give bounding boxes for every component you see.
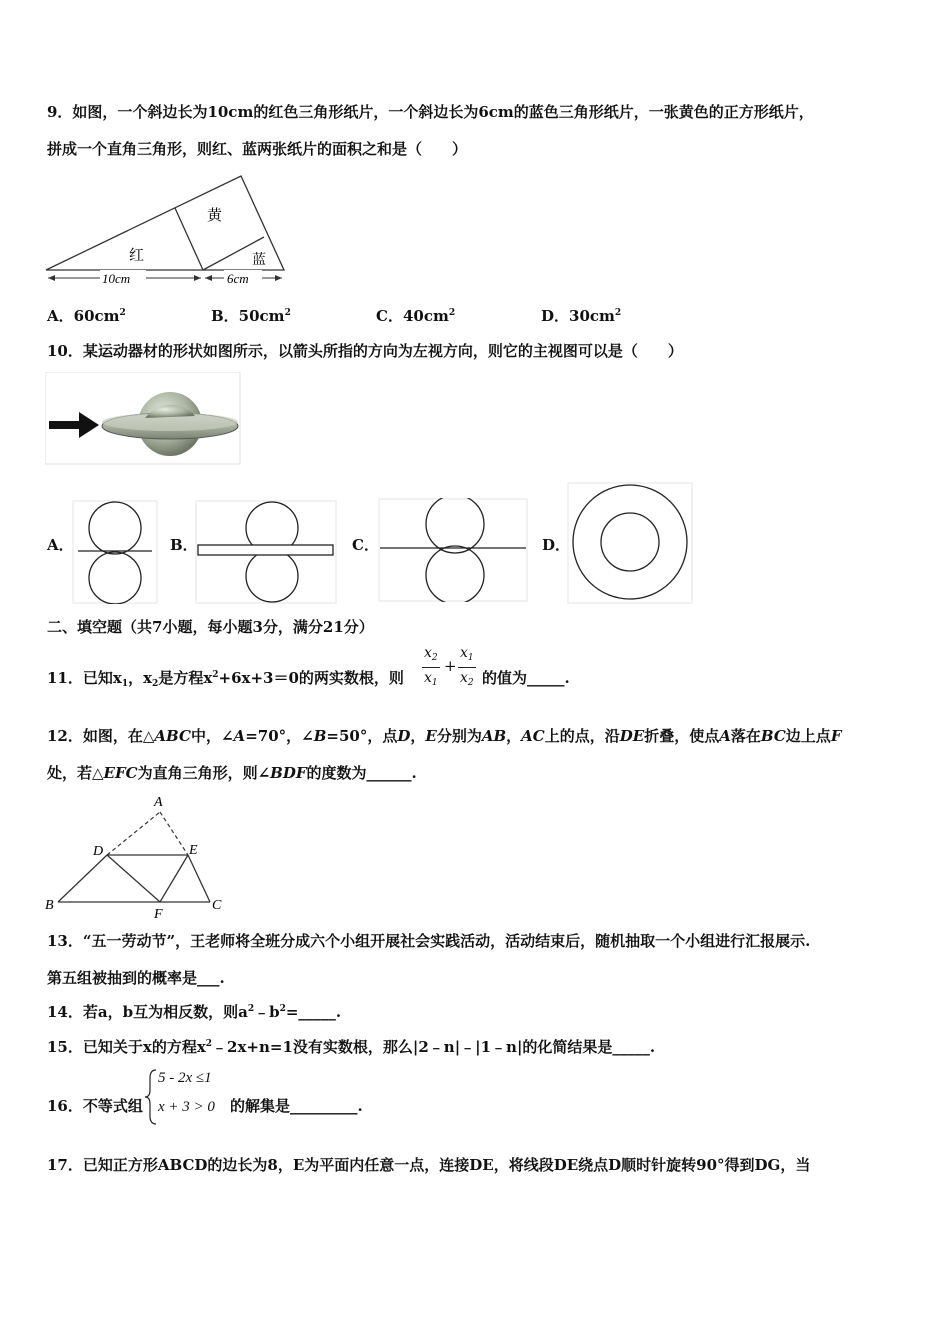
q10-option-c-label: C． <box>352 536 379 554</box>
q9-dim-arrow-2l <box>205 275 212 281</box>
q11-tail: 的值为_____. <box>482 669 570 687</box>
q10-option-a-figure <box>72 500 158 604</box>
q12-line1: 12．如图，在△ABC中，∠A=70°，∠B=50°，点D，E分别为AB，AC上的点，沿DE折叠，使点A落在BC边上点F <box>47 727 842 745</box>
q16-post: 的解集是_________. <box>230 1097 363 1115</box>
q9-option-a: A．$60cm^2$ <box>47 307 126 325</box>
q14-line: 14．若a，b互为相反数，则$a^2﹣b^2=\_\_\_\_\_$. <box>47 1003 342 1021</box>
q9-big-triangle <box>46 176 284 270</box>
q12-segment-EF <box>160 855 188 902</box>
q12-side-DA <box>107 812 160 855</box>
q9-label-blue: 蓝 <box>252 253 266 268</box>
q11-frac1-numerator: $x_2$ <box>424 645 438 663</box>
q9-square-left <box>175 208 203 270</box>
q12-segment-DF <box>107 855 160 902</box>
q11-frac2-denominator: $x_2$ <box>460 670 474 688</box>
q9-option-b: B．$50cm^2$ <box>211 307 291 325</box>
q10-option-d-figure <box>567 482 693 604</box>
q9-line1: 9．如图，一个斜边长为10cm的红色三角形纸片，一个斜边长为6cm的蓝色三角形纸片，一张黄色的正方形纸片， <box>47 103 814 121</box>
q13-line1: 13．“五一劳动节”，王老师将全班分成六个小组开展社会实践活动，活动结束后，随机抽取一个小组进行汇报展示. <box>47 932 811 950</box>
q12-side-AE <box>160 812 188 855</box>
q16-brace <box>144 1068 158 1126</box>
q17-line1: 17．已知正方形ABCD的边长为8，E为平面内任意一点，连接DE，将线段DE绕点D顺时针旋转90°得到DG，当 <box>47 1156 811 1174</box>
q10-option-a-label: A． <box>47 536 74 554</box>
q16-inequality-2: x + 3 > 0 <box>158 1099 215 1115</box>
q16-pre: 16．不等式组 <box>47 1097 143 1115</box>
q9-label-red: 红 <box>129 248 145 264</box>
q11-line: 11．已知$x_1$，$x_2$是方程$x^2+6x+3=0$的两实数根，则 <box>47 669 404 689</box>
section2-title: 二、填空题（共7小题，每小题3分，满分21分） <box>47 618 374 636</box>
q9-label-6cm: 6cm <box>227 271 249 286</box>
q13-line2: 第五组被抽到的概率是___. <box>47 969 225 987</box>
q15-line: 15．已知关于x的方程$x^2﹣2x+n=1$没有实数根，那么|2﹣n|﹣|1﹣n|的化简结果是_____. <box>47 1038 656 1056</box>
q11-fraction-expression <box>420 645 480 693</box>
q12-label-A: A <box>154 795 163 810</box>
q9-figure <box>44 172 288 290</box>
q9-option-c: C．$40cm^2$ <box>376 307 456 325</box>
q16-inequality-1: 5 - 2x ≤1 <box>158 1070 212 1086</box>
q9-label-10cm: 10cm <box>102 271 131 286</box>
q10-option-b-label: B． <box>170 536 198 554</box>
q10-option-c-figure <box>378 498 528 602</box>
q12-side-BD <box>58 855 107 902</box>
q11-frac2-numerator: $x_1$ <box>460 645 474 663</box>
q10-line1: 10．某运动器材的形状如图所示，以箭头所指的方向为左视方向，则它的主视图可以是（ ） <box>47 342 683 360</box>
q12-label-C: C <box>212 898 222 913</box>
q9-dim-arrow-1l <box>48 275 55 281</box>
q11-frac1-denominator: $x_1$ <box>424 670 438 688</box>
q12-label-F: F <box>154 907 163 922</box>
q10-option-d-label: D． <box>542 536 571 554</box>
q9-option-d: D．$30cm^2$ <box>541 307 622 325</box>
q10-object-figure <box>45 372 241 466</box>
q12-line2: 处，若△EFC为直角三角形，则∠BDF的度数为______. <box>47 764 417 782</box>
q9-dim-arrow-1r <box>194 275 201 281</box>
q10-arrow-head <box>79 412 99 438</box>
q9-dim-arrow-2r <box>275 275 282 281</box>
q9-line2: 拼成一个直角三角形，则红、蓝两张纸片的面积之和是（ ） <box>47 140 468 158</box>
q11-plus: + <box>444 657 457 675</box>
q10-option-b-figure <box>195 500 337 604</box>
q12-label-E: E <box>189 843 198 858</box>
q12-label-B: B <box>45 898 54 913</box>
q12-label-D: D <box>93 844 104 859</box>
q9-label-yellow: 黄 <box>207 208 223 224</box>
q12-side-EC <box>188 855 210 902</box>
q12-triangle-figure <box>40 792 230 922</box>
